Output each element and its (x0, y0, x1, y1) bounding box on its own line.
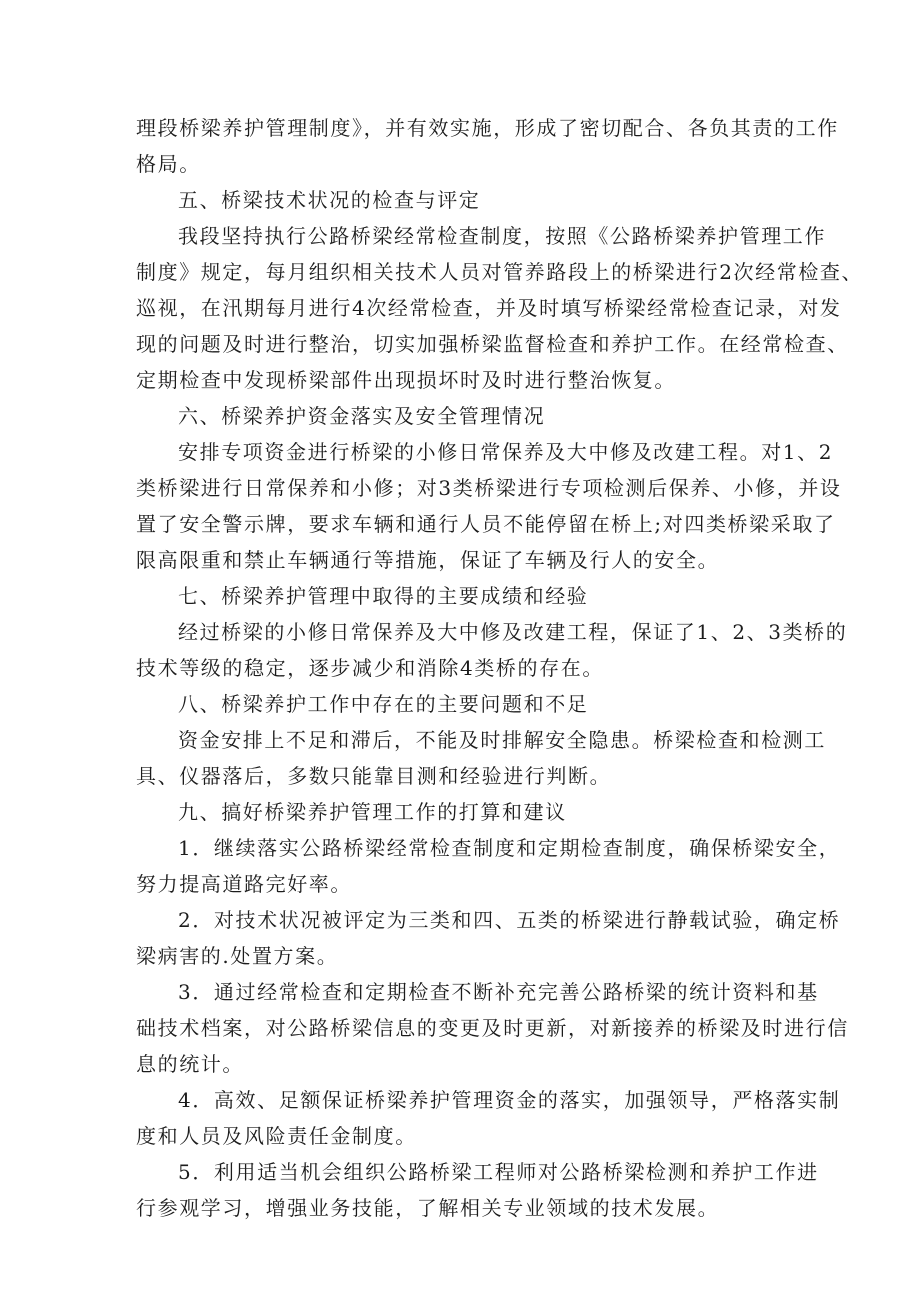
text-line: 4．高效、足额保证桥梁养护管理资金的落实，加强领导，严格落实制 (178, 1088, 841, 1112)
text-line: 理段桥梁养护管理制度》，并有效实施，形成了密切配合、各负其责的工作 (136, 116, 839, 140)
text-line: 巡视，在汛期每月进行4次经常检查，并及时填写桥梁经常检查记录，对发 (136, 296, 842, 320)
paragraph-inspection (136, 218, 864, 398)
text-line: 定期检查中发现桥梁部件出现损坏时及时进行整治恢复。 (136, 368, 676, 392)
text-line: 息的统计。 (136, 1052, 244, 1076)
text-line: 梁病害的.处置方案。 (136, 944, 339, 968)
text-line: 置了安全警示牌，要求车辆和通行人员不能停留在桥上;对四类桥梁采取了 (136, 512, 836, 536)
text-line: 资金安排上不足和滞后，不能及时排解安全隐患。桥梁检查和检测工 (178, 728, 826, 752)
section-heading-6: 六、桥梁养护资金落实及安全管理情况 (178, 404, 546, 428)
text-line: 现的问题及时进行整治，切实加强桥梁监督检查和养护工作。在经常检查、 (136, 332, 849, 356)
text-line: 格局。 (136, 152, 201, 176)
text-line: 1．继续落实公路桥梁经常检查制度和定期检查制度，确保桥梁安全， (178, 836, 841, 860)
text-line: 制度》规定，每月组织相关技术人员对管养路段上的桥梁进行2次经常检查、 (136, 260, 864, 284)
section-heading-9: 九、搞好桥梁养护管理工作的打算和建议 (178, 800, 567, 824)
text-line: 行参观学习，增强业务技能，了解相关专业领域的技术发展。 (136, 1196, 720, 1220)
text-line: 经过桥梁的小修日常保养及大中修及改建工程，保证了1、2、3类桥的 (178, 620, 848, 644)
suggestion-item-2 (136, 902, 841, 974)
text-line: 度和人员及风险责任金制度。 (136, 1124, 417, 1148)
text-line: 我段坚持执行公路桥梁经常检查制度，按照《公路桥梁养护管理工作 (178, 224, 826, 248)
text-line: 技术等级的稳定，逐步减少和消除4类桥的存在。 (136, 656, 604, 680)
text-line: 努力提高道路完好率。 (136, 872, 352, 896)
text-line: 具、仪器落后，多数只能靠目测和经验进行判断。 (136, 764, 612, 788)
text-line: 础技术档案，对公路桥梁信息的变更及时更新，对新接养的桥梁及时进行信 (136, 1016, 849, 1040)
suggestion-item-3 (136, 974, 849, 1082)
paragraph-management-system (136, 110, 839, 182)
text-line: 安排专项资金进行桥梁的小修日常保养及大中修及改建工程。对1、2 (178, 440, 834, 464)
suggestion-item-5 (136, 1154, 819, 1226)
section-heading-7: 七、桥梁养护管理中取得的主要成绩和经验 (178, 584, 589, 608)
text-line: 3．通过经常检查和定期检查不断补充完善公路桥梁的统计资料和基 (178, 980, 819, 1004)
suggestion-item-1 (136, 830, 841, 902)
text-line: 类桥梁进行日常保养和小修；对3类桥梁进行专项检测后保养、小修，并设 (136, 476, 842, 500)
suggestion-item-4 (136, 1082, 841, 1154)
text-line: 限高限重和禁止车辆通行等措施，保证了车辆及行人的安全。 (136, 548, 720, 572)
text-line: 5．利用适当机会组织公路桥梁工程师对公路桥梁检测和养护工作进 (178, 1160, 819, 1184)
section-heading-8: 八、桥梁养护工作中存在的主要问题和不足 (178, 692, 589, 716)
text-line: 2．对技术状况被评定为三类和四、五类的桥梁进行静载试验，确定桥 (178, 908, 841, 932)
document-body (136, 110, 864, 1226)
paragraph-funding-safety (136, 434, 842, 578)
section-heading-5: 五、桥梁技术状况的检查与评定 (178, 188, 481, 212)
paragraph-achievements (136, 614, 848, 686)
paragraph-problems (136, 722, 826, 794)
